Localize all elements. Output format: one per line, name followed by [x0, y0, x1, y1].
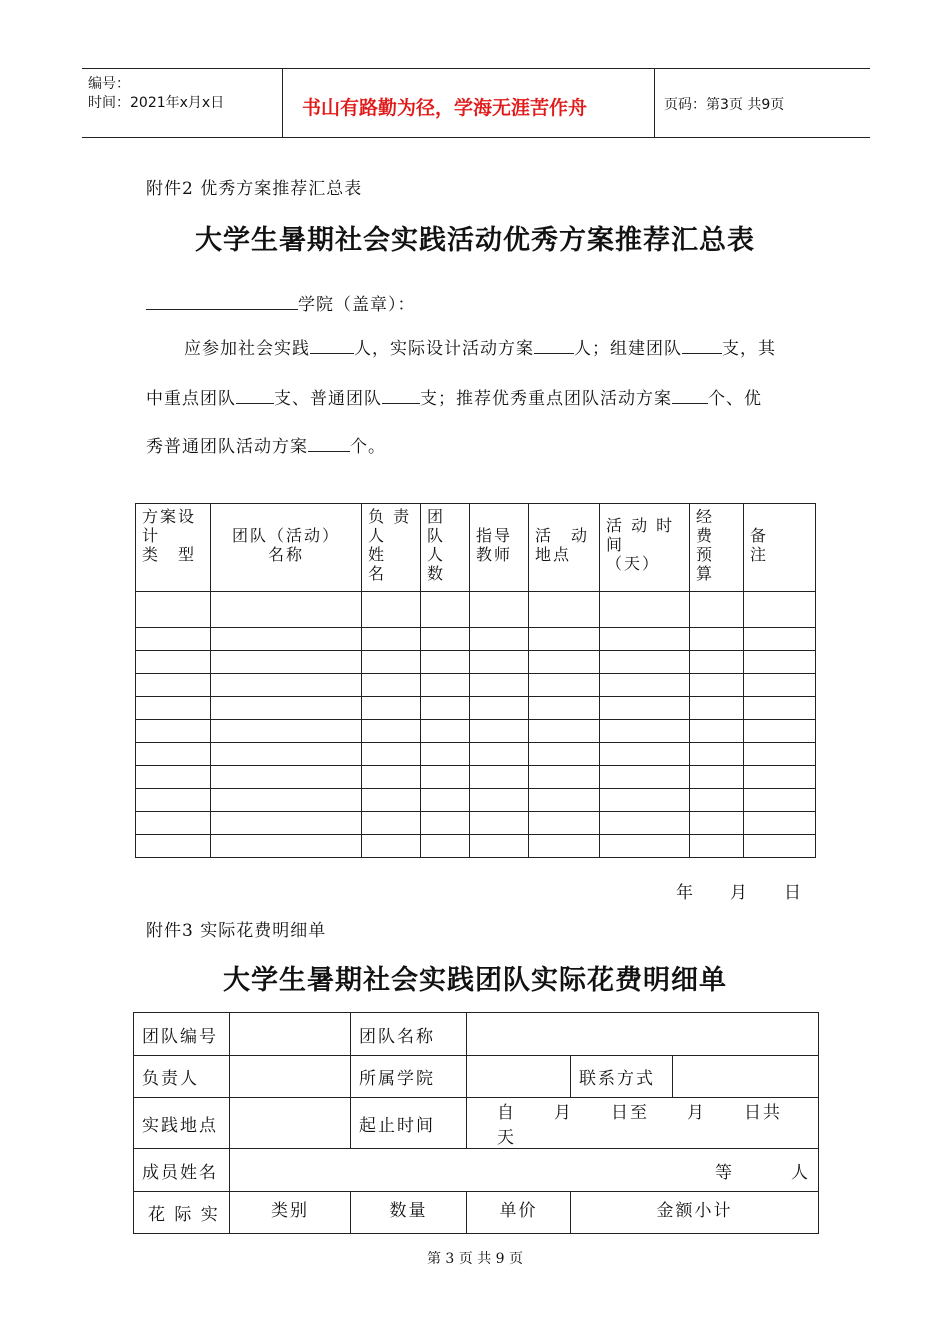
- table-row: [134, 1149, 819, 1192]
- page-footer: 第 3 页 共 9 页: [426, 1251, 524, 1267]
- value-leader[interactable]: [230, 1056, 351, 1098]
- table-row: [136, 766, 816, 789]
- table-row: [134, 1192, 819, 1234]
- motto: 书山有路勤为径，学海无涯苦作舟: [302, 97, 588, 119]
- table-row: [136, 789, 816, 812]
- header-quantity: 数量: [351, 1192, 467, 1234]
- col-duration: 活 动 时 间 （天）: [600, 504, 690, 592]
- table-row: [136, 743, 816, 766]
- label-leader: 负责人: [134, 1056, 230, 1098]
- college-line-text: 学院（盖章）：: [298, 295, 416, 315]
- col-advisor: 指导 教师: [470, 504, 529, 592]
- table-row: [134, 1098, 819, 1149]
- serial-label: 编号：: [88, 76, 130, 92]
- label-team-no: 团队编号: [134, 1013, 230, 1056]
- blank-key-plans[interactable]: [672, 387, 708, 404]
- value-team-name[interactable]: [467, 1013, 819, 1056]
- label-place: 实践地点: [134, 1098, 230, 1149]
- college-line: [146, 290, 416, 315]
- table-row: [136, 812, 816, 835]
- attachment3-label: 附件3 实际花费明细单: [146, 921, 327, 941]
- value-members[interactable]: 等 人: [230, 1149, 819, 1192]
- page-label: 页码：第3页 共9页: [664, 97, 785, 113]
- blank-key-teams[interactable]: [236, 387, 274, 404]
- table-row: [136, 651, 816, 674]
- recommend-table: [135, 503, 816, 858]
- header-divider: [282, 69, 283, 137]
- col-type: 方案设 计 类 型: [136, 504, 211, 592]
- blank-college[interactable]: [146, 293, 298, 310]
- value-contact[interactable]: [673, 1056, 819, 1098]
- value-team-no[interactable]: [230, 1013, 351, 1056]
- label-contact: 联系方式: [571, 1056, 673, 1098]
- attachment2-title: 大学生暑期社会实践活动优秀方案推荐汇总表: [195, 225, 755, 256]
- value-period[interactable]: 自 月 日至 月 日共 天: [467, 1098, 819, 1149]
- table-row: [136, 720, 816, 743]
- col-budget: 经 费 预 算: [690, 504, 744, 592]
- blank-normal-teams[interactable]: [382, 387, 420, 404]
- label-members: 成员姓名: [134, 1149, 230, 1192]
- summary-para-line3: 秀普通团队活动方案 个。: [146, 437, 386, 457]
- col-leader: 负 责 人 姓 名: [362, 504, 421, 592]
- sign-date: 年 月 日: [676, 883, 802, 903]
- table-row: [134, 1013, 819, 1056]
- table-row: [136, 835, 816, 858]
- header-category: 类别: [230, 1192, 351, 1234]
- attachment2-label: 附件2 优秀方案推荐汇总表: [146, 179, 363, 199]
- value-college[interactable]: [467, 1056, 571, 1098]
- header-subtotal: 金额小计: [571, 1192, 819, 1234]
- col-place: 活 动 地点: [529, 504, 600, 592]
- label-team-name: 团队名称: [351, 1013, 467, 1056]
- col-member-count: 团 队 人 数: [421, 504, 470, 592]
- col-team-name: 团队（活动） 名称: [211, 504, 362, 592]
- header-unit-price: 单价: [467, 1192, 571, 1234]
- table-row: [134, 1056, 819, 1098]
- blank-plans[interactable]: [534, 337, 574, 354]
- blank-teams[interactable]: [682, 337, 722, 354]
- summary-para-line2: 中重点团队 支、普通团队 支；推荐优秀重点团队活动方案 个、优: [146, 389, 762, 409]
- table-row: [136, 697, 816, 720]
- col-remark: 备 注: [744, 504, 816, 592]
- attachment3-title: 大学生暑期社会实践团队实际花费明细单: [223, 965, 727, 996]
- page-header: [82, 68, 870, 138]
- blank-normal-plans[interactable]: [308, 435, 350, 452]
- label-period: 起止时间: [351, 1098, 467, 1149]
- expense-table: [133, 1012, 819, 1234]
- table-row: [136, 592, 816, 628]
- label-college: 所属学院: [351, 1056, 467, 1098]
- date-label: 时间：2021年x月x日: [88, 95, 225, 111]
- label-cost: 花 际 实: [134, 1192, 230, 1234]
- table-row: [136, 628, 816, 651]
- blank-participants[interactable]: [310, 337, 354, 354]
- header-divider: [654, 69, 655, 137]
- summary-para-line1: 应参加社会实践 人，实际设计活动方案 人；组建团队 支，其: [184, 339, 776, 359]
- table-header-row: [136, 504, 816, 592]
- value-place[interactable]: [230, 1098, 351, 1149]
- table-row: [136, 674, 816, 697]
